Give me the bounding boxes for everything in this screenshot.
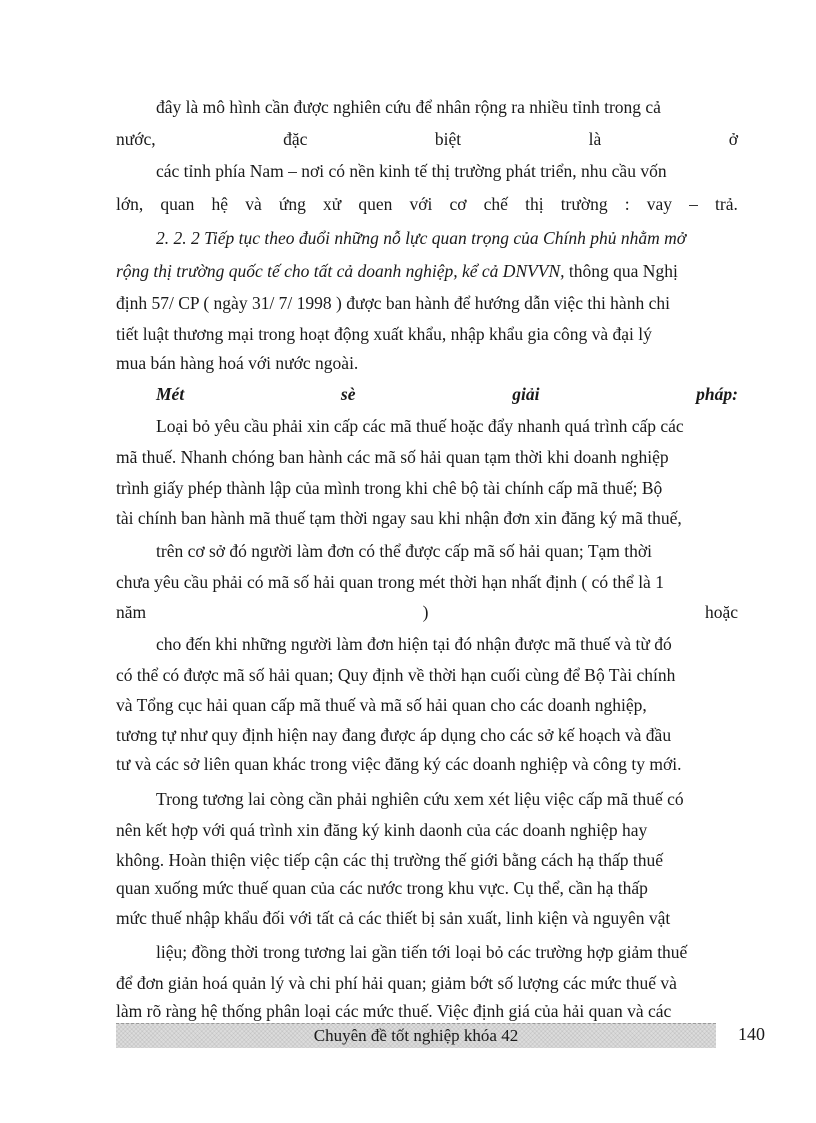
word: chế [483,194,508,214]
text-line: tài chính ban hành mã thuế tạm thời ngay sau khi nhận đơn xin đăng ký mã thuế, [116,508,682,528]
word: với [409,194,433,214]
text-line: trên cơ sở đó người làm đơn có thể được cấp mã số hải quan; Tạm thời [156,541,653,561]
text-line: cho đến khi những người làm đơn hiện tại đó nhận được mã thuế và từ đó [156,634,672,654]
word: : [624,194,630,214]
word: nước, [116,129,156,149]
word: và [245,194,262,214]
word: giải [512,384,540,404]
text-line: Trong tương lai còng cần phải nghiên cứu xem xét liệu việc cấp mã thuế có [156,789,684,809]
word: quan [160,194,195,214]
text-line: định 57/ CP ( ngày 31/ 7/ 1998 ) được ban hành để hướng dẫn việc thi hành chi [116,293,670,313]
word: ) [422,602,429,622]
solutions-heading [156,383,738,405]
text-line: quan xuống mức thuế quan của các nước trong khu vực. Cụ thể, cần hạ thấp [116,878,648,898]
text-line: liệu; đồng thời trong tương lai gần tiến tới loại bỏ các trường hợp giảm thuế [156,942,688,962]
text-line: mã thuế. Nhanh chóng ban hành các mã số hải quan tạm thời khi doanh nghiệp [116,447,669,467]
text-line: tiết luật thương mại trong hoạt động xuất khẩu, nhập khẩu gia công và đại lý [116,324,652,344]
word: cơ [449,194,467,214]
word: ở [728,129,738,149]
word: vay [646,194,673,214]
word: pháp: [696,384,738,404]
word: lớn, [116,194,144,214]
word: thị [525,194,544,214]
text-line: nên kết hợp với quá trình xin đăng ký kinh daonh của các doanh nghiệp hay [116,820,648,840]
word: là [588,129,602,149]
text-line: tương tự như quy định hiện nay đang được áp dụng cho các sở kế hoạch và đầu [116,725,672,745]
footer-title: Chuyên đề tốt nghiệp khóa 42 [313,1026,519,1045]
word: đặc [283,129,308,149]
text-line: để đơn giản hoá quản lý và chi phí hải quan; giảm bớt số lượng các mức thuế và [116,973,677,993]
text-line-justified [116,193,738,215]
word: quen [358,194,393,214]
word: ứng [278,194,306,214]
word: Mét [156,384,185,404]
text-line: Loại bỏ yêu cầu phải xin cấp các mã thuế hoặc đẩy nhanh quá trình cấp các [156,416,684,436]
section-heading-line: 2. 2. 2 Tiếp tục theo đuổi những nỗ lực quan trọng của Chính phủ nhằm mở [156,228,687,248]
text-line: mức thuế nhập khẩu đối với tất cả các thiết bị sản xuất, linh kiện và nguyên vật [116,908,671,928]
text-line: tư và các sở liên quan khác trong việc đăng ký các doanh nghiệp và công ty mới. [116,754,682,774]
text-line: các tỉnh phía Nam – nơi có nền kinh tế thị trường phát triển, nhu cầu vốn [156,161,667,181]
text-run: thông qua Nghị [564,261,678,281]
section-heading-cont: rộng thị trường quốc tế cho tất cả doanh nghiệp, kể cả DNVVN, [116,261,565,281]
text-line: trình giấy phép thành lập của mình trong khi chê bộ tài chính cấp mã thuế; Bộ [116,478,663,498]
word: xử [322,194,342,214]
word: trường [560,194,608,214]
text-line: có thể có được mã số hải quan; Quy định về thời hạn cuối cùng để Bộ Tài chính [116,665,676,685]
text-line: và Tổng cục hải quan cấp mã thuế và mã số hải quan cho các doanh nghiệp, [116,695,647,715]
word: – [689,194,698,214]
text-line: đây là mô hình cần được nghiên cứu để nhân rộng ra nhiều tỉnh trong cả [156,97,661,117]
text-line-mixed [116,260,738,282]
word: trả. [715,194,738,214]
page-number: 140 [738,1024,765,1044]
word: hệ [211,194,229,214]
word: hoặc [704,602,738,622]
text-line: chưa yêu cầu phải có mã số hải quan trong mét thời hạn nhất định ( có thể là 1 [116,572,664,592]
word: năm [116,602,147,622]
word: biệt [434,129,462,149]
text-line-justified [116,128,738,150]
text-line: không. Hoàn thiện việc tiếp cận các thị trường thế giới bằng cách hạ thấp thuế [116,850,663,870]
text-line: mua bán hàng hoá với nước ngoài. [116,353,359,373]
text-line: làm rõ ràng hệ thống phân loại các mức thuế. Việc định giá của hải quan và các [116,1001,672,1021]
word: sè [340,384,356,404]
text-line-justified [116,601,738,623]
